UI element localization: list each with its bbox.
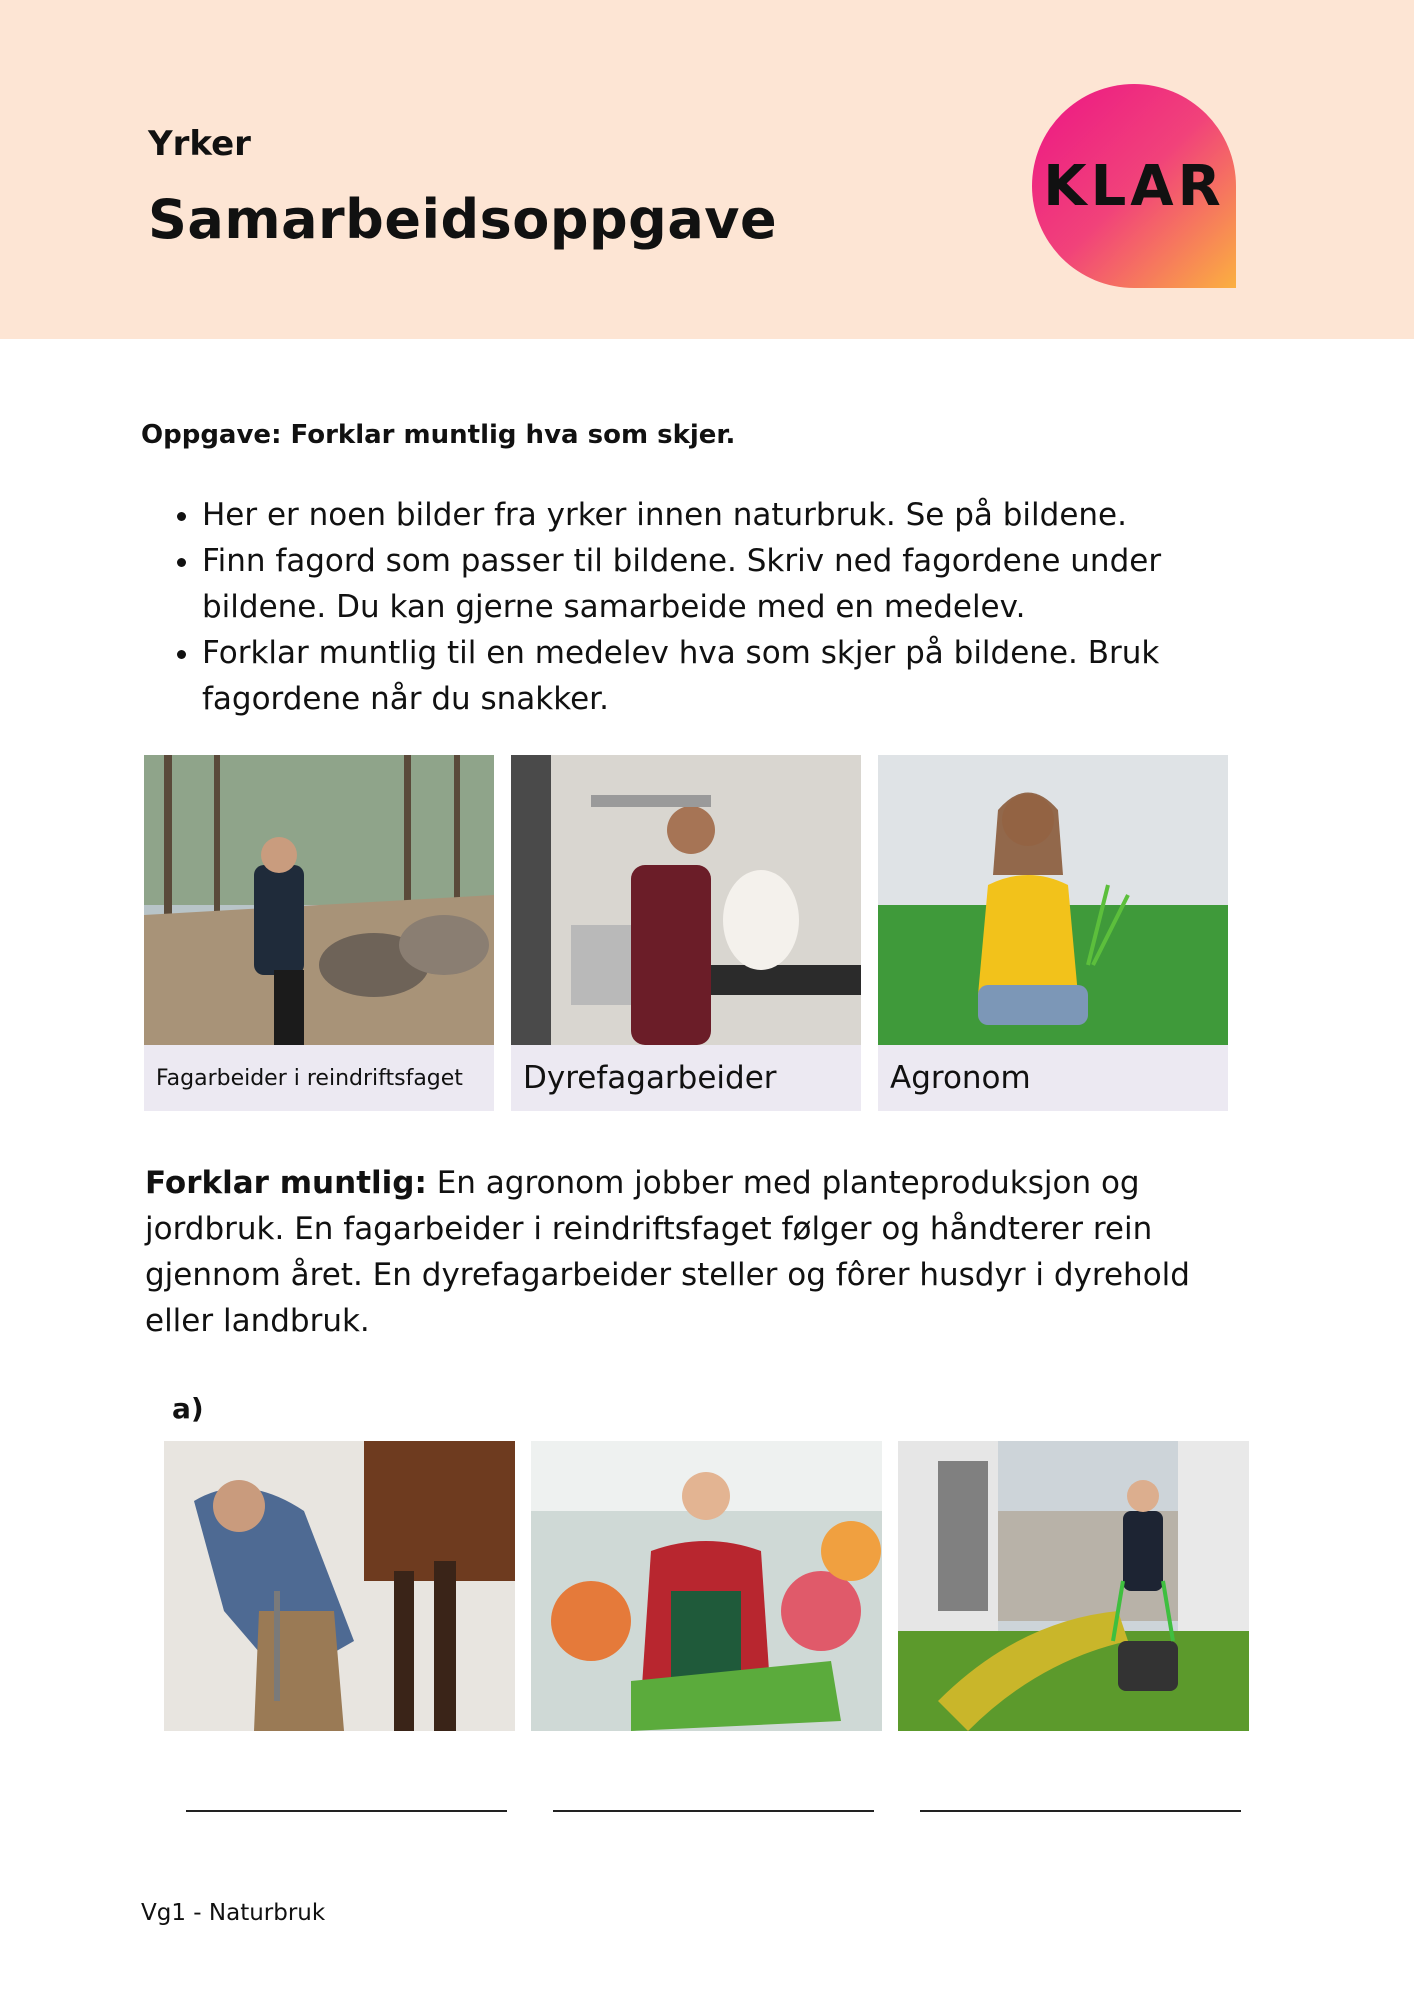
exercise-photo-row (164, 1441, 1249, 1731)
task-instruction: Oppgave: Forklar muntlig hva som skjer. (141, 420, 736, 450)
example-card-reindeer (144, 755, 494, 1111)
footer-course: Vg1 - Naturbruk (141, 1900, 326, 1926)
answer-lines (186, 1810, 1241, 1812)
explanation-lead: Forklar muntlig: (145, 1165, 427, 1201)
answer-line[interactable] (186, 1810, 507, 1812)
reindeer-herder-photo (144, 755, 494, 1045)
instruction-item: • Finn fagord som passer til bildene. Skriv ned fagordene under bildene. Du kan gjerne samarbeide med en medelev. (202, 538, 1252, 630)
header-banner (0, 0, 1414, 339)
caption-agronomist: Agronom (878, 1045, 1228, 1111)
caption-reindeer: Fagarbeider i reindriftsfaget (144, 1045, 494, 1111)
farrier-photo (164, 1441, 515, 1731)
gardener-photo (531, 1441, 882, 1731)
page-title: Samarbeidsoppgave (148, 188, 778, 251)
agronomist-photo (878, 755, 1228, 1045)
section-subtitle: Yrker (148, 124, 251, 164)
instruction-item: • Forklar muntlig til en medelev hva som skjer på bildene. Bruk fagordene når du snakker. (202, 630, 1252, 722)
logo-text: KLAR (1043, 153, 1225, 219)
example-photo-row (144, 755, 1228, 1111)
dog-groomer-photo (511, 755, 861, 1045)
groundskeeper-photo (898, 1441, 1249, 1731)
example-card-agronomist (878, 755, 1228, 1111)
explanation-text: En agronom jobber med planteproduksjon og jordbruk. En fagarbeider i reindriftsfaget følger og håndterer rein gjennom året. En dyrefagarbeider steller og fôrer husdyr i dyrehold eller landbruk. (145, 1165, 1190, 1339)
instruction-list (150, 492, 1252, 722)
answer-line[interactable] (920, 1810, 1241, 1812)
klar-logo (1032, 84, 1236, 288)
explanation-paragraph (145, 1160, 1235, 1344)
exercise-label: a) (172, 1392, 204, 1425)
answer-line[interactable] (553, 1810, 874, 1812)
example-card-groomer (511, 755, 861, 1111)
instruction-item: • Her er noen bilder fra yrker innen naturbruk. Se på bildene. (202, 492, 1252, 538)
caption-groomer: Dyrefagarbeider (511, 1045, 861, 1111)
